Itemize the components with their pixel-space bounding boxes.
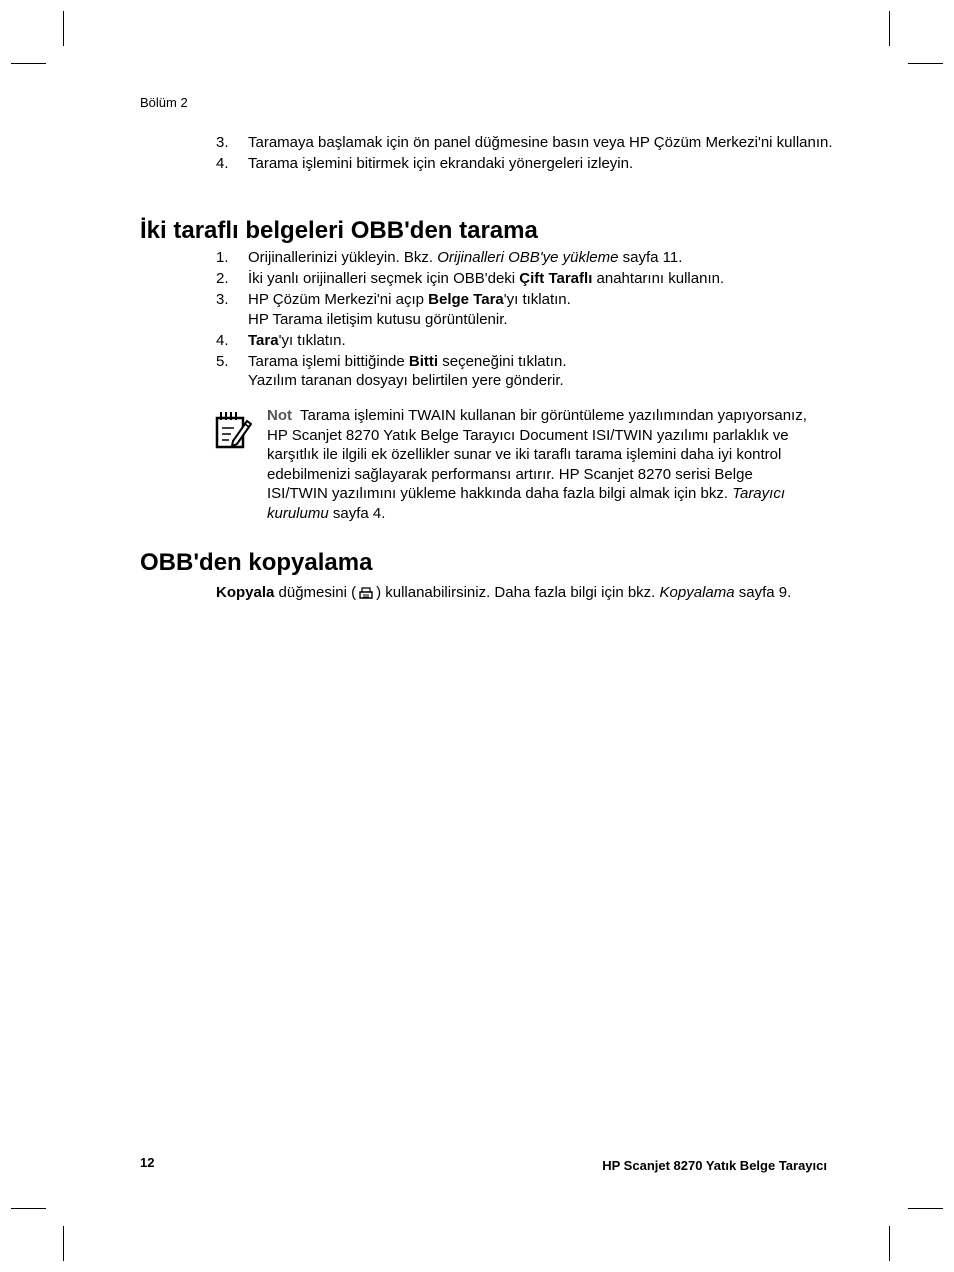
crop-mark [63, 11, 64, 46]
paragraph-text: sayfa 9. [734, 584, 792, 601]
list-item [216, 290, 848, 329]
list-number: 3. [216, 291, 229, 308]
copy-button-icon [357, 586, 375, 600]
link-text: Kopyalama [659, 584, 735, 601]
list-number: 4. [216, 331, 229, 349]
page-number: 12 [140, 1155, 155, 1170]
list-text: 'yı tıklatın. [278, 331, 346, 349]
link-text: Orijinalleri OBB'ye yükleme [437, 249, 619, 266]
list-item [216, 352, 848, 391]
steps-list-duplex [216, 248, 848, 392]
list-text: Tarama işlemi bittiğinde [248, 352, 409, 370]
crop-mark [889, 1226, 890, 1261]
list-text: sayfa 11. [618, 249, 683, 266]
section-heading-duplex: İki taraflı belgeleri OBB'den tarama [140, 217, 538, 244]
note-label: Not [267, 407, 292, 424]
list-text: Orijinallerinizi yükleyin. Bkz. [248, 249, 438, 266]
steps-list-top [216, 133, 848, 175]
chapter-label: Bölüm 2 [140, 95, 188, 110]
note-pencil-icon [214, 408, 252, 450]
crop-mark [908, 1208, 943, 1209]
ui-term: Tara [248, 331, 279, 349]
list-text: HP Çözüm Merkezi'ni açıp [248, 291, 429, 308]
list-item [216, 133, 848, 153]
footer-title: HP Scanjet 8270 Yatık Belge Tarayıcı [602, 1158, 827, 1173]
note-text [267, 406, 817, 523]
crop-mark [908, 63, 943, 64]
list-number: 3. [216, 134, 229, 151]
list-number: 1. [216, 249, 229, 266]
note-body: Tarama işlemini TWAIN kullanan bir görüntüleme yazılımından yapıyorsanız, HP Scanjet 8270 Yatık Belge Tarayıcı Document ISI/TWIN yazılımı parlaklık ve karşıtlık ile ilgili ek özellikler sunar ve iki taraflı tarama işlemini daha iyi kontrol edebilmenizi sağlayarak performansı artırır. HP Scanjet 8270 serisi Belge ISI/TWIN yazılımını yükleme hakkında daha fazla bilgi almak için bkz. [267, 407, 807, 502]
ui-term: Bitti [408, 352, 439, 370]
list-text: seçeneğini tıklatın. [438, 352, 567, 370]
ui-term: Kopyala [216, 584, 275, 601]
list-text: Tarama işlemini bitirmek için ekrandaki yönergeleri izleyin. [248, 155, 634, 172]
list-item [216, 269, 848, 289]
ui-term: Çift Taraflı [519, 270, 593, 287]
list-text: anahtarını kullanın. [592, 270, 725, 287]
list-item [216, 331, 848, 351]
list-number: 5. [216, 352, 229, 370]
crop-mark [11, 1208, 46, 1209]
note-body: sayfa 4. [328, 504, 386, 522]
list-text: Taramaya başlamak için ön panel düğmesine basın veya HP Çözüm Merkezi'ni kullanın. [248, 134, 833, 151]
list-text: İki yanlı orijinalleri seçmek için OBB'deki [248, 270, 520, 287]
list-subtext: Yazılım taranan dosyayı belirtilen yere gönderir. [248, 372, 564, 389]
section-heading-copy: OBB'den kopyalama [140, 549, 373, 576]
crop-mark [63, 1226, 64, 1261]
list-number: 2. [216, 270, 229, 287]
list-item [216, 248, 848, 268]
paragraph-text: ) kullanabilirsiniz. Daha fazla bilgi için bkz. [376, 584, 660, 601]
list-subtext: HP Tarama iletişim kutusu görüntülenir. [248, 310, 508, 328]
list-item [216, 154, 848, 174]
paragraph-text: düğmesini ( [274, 584, 357, 601]
copy-paragraph [216, 583, 856, 603]
ui-term: Belge Tara [428, 291, 504, 308]
crop-mark [889, 11, 890, 46]
list-number: 4. [216, 155, 229, 172]
link-text: Tarayıcı kurulumu [267, 485, 785, 522]
list-text: 'yı tıklatın. [503, 291, 571, 308]
crop-mark [11, 63, 46, 64]
